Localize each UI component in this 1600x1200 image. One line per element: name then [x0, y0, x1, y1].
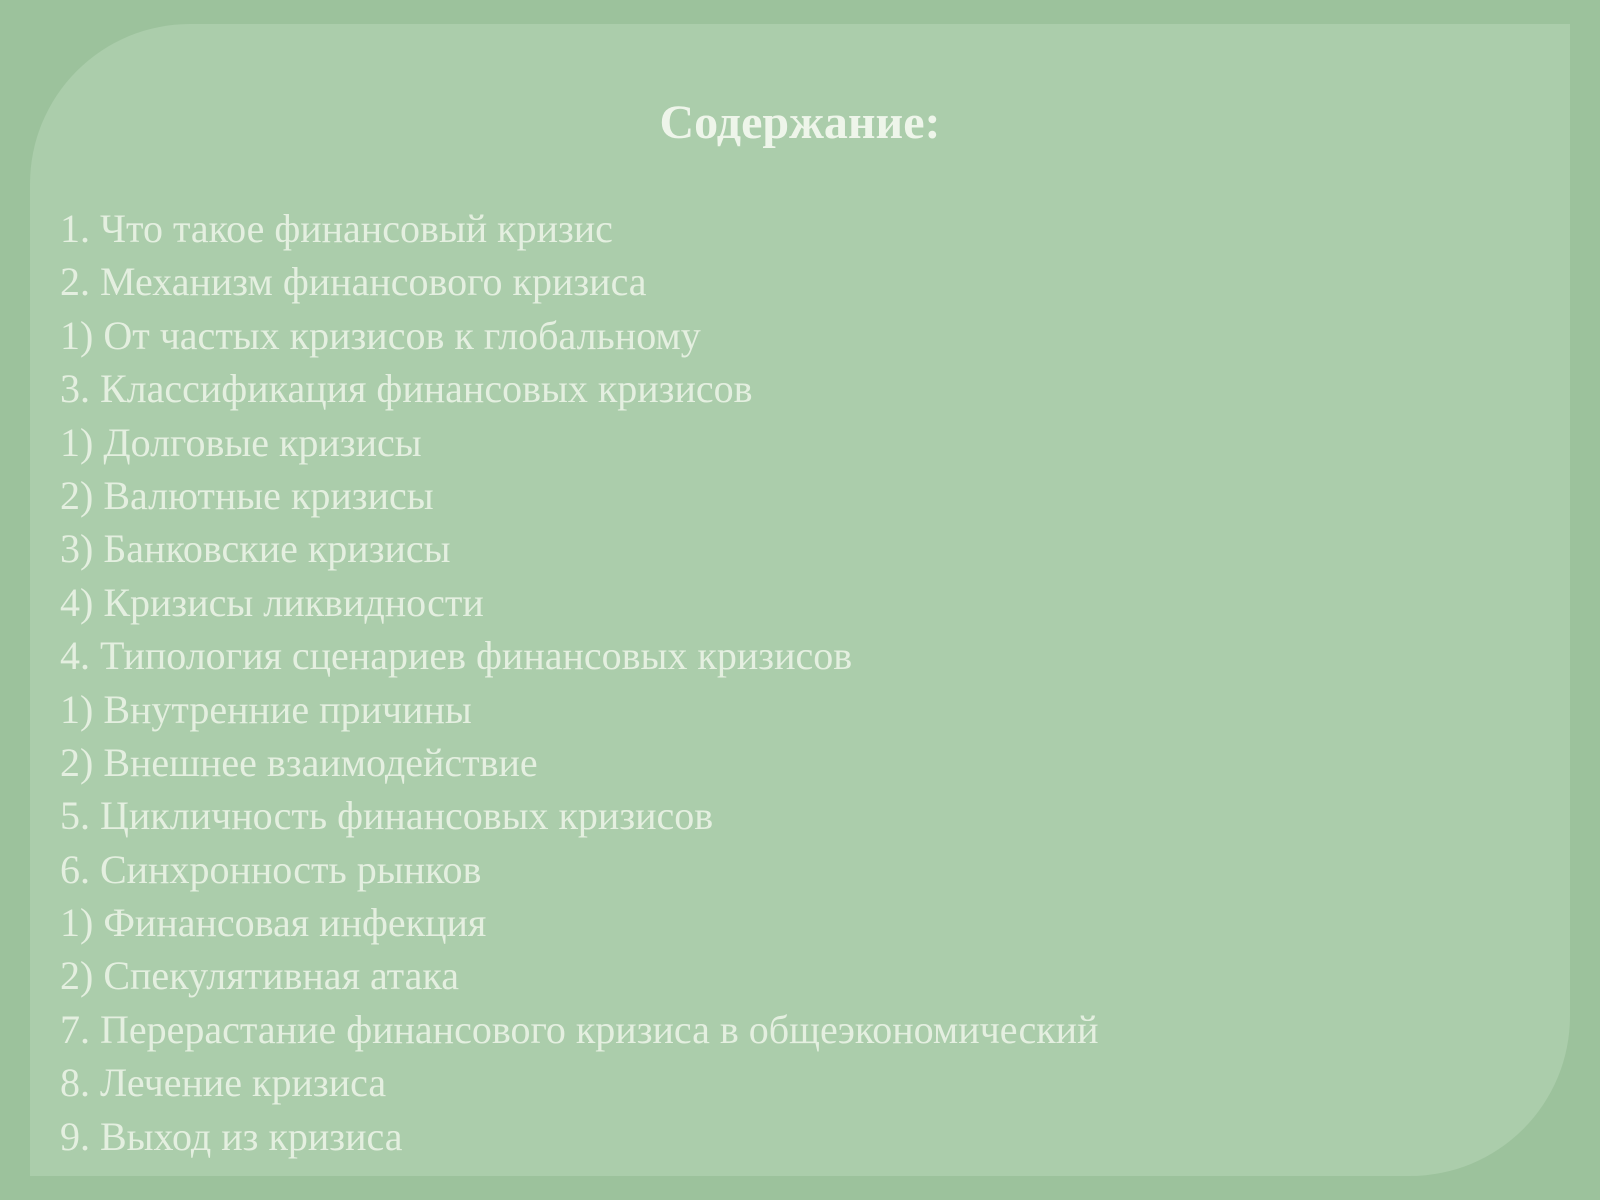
toc-item: 4) Кризисы ликвидности [60, 579, 484, 625]
toc-item: 1. Что такое финансовый кризис [60, 206, 613, 251]
toc-item: 1) Финансовая инфекция [60, 900, 487, 946]
toc-item: 2) Внешнее взаимодействие [60, 739, 538, 785]
table-of-contents [60, 202, 1099, 1163]
toc-item: 6. Синхронность рынков [60, 846, 482, 892]
slide-panel [30, 24, 1570, 1176]
toc-item: 7. Перерастание финансового кризиса в общеэкономический [60, 1006, 1099, 1052]
toc-item: 2. Механизм финансового кризиса [60, 259, 647, 305]
toc-item: 3) Банковские кризисы [60, 526, 451, 572]
toc-item: 3. Классификация финансовых кризисов [60, 366, 753, 412]
toc-item: 2) Валютные кризисы [60, 472, 434, 518]
toc-item: 4. Типология сценариев финансовых кризисов [60, 633, 853, 679]
toc-item: 1) Внутренние причины [60, 686, 472, 732]
toc-item: 2) Спекулятивная атака [60, 953, 459, 999]
slide-title: Содержание: [659, 96, 941, 149]
toc-item: 5. Цикличность финансовых кризисов [60, 793, 714, 839]
toc-item: 9. Выход из кризиса [60, 1113, 403, 1159]
toc-item: 1) Долговые кризисы [60, 419, 422, 465]
toc-item: 8. Лечение кризиса [60, 1060, 387, 1106]
toc-item: 1) От частых кризисов к глобальному [60, 312, 701, 358]
